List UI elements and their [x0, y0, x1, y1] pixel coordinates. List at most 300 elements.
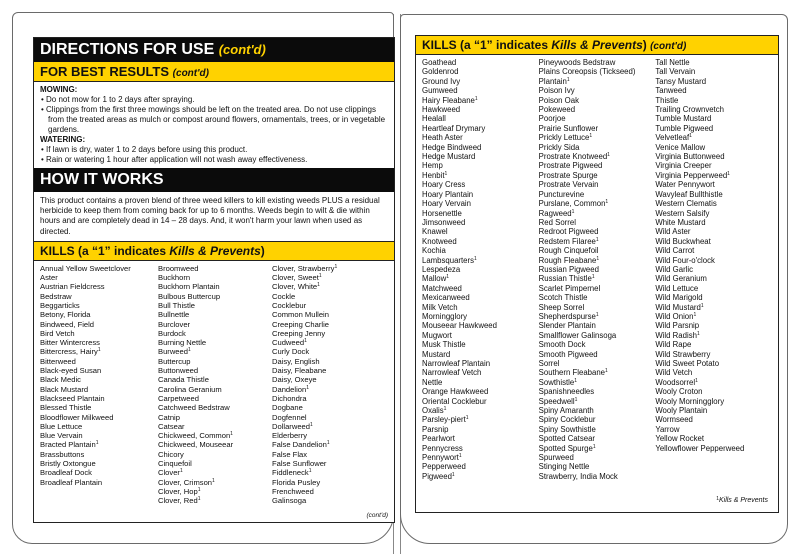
- kills-prevents-marker: 1: [566, 76, 570, 83]
- weed-column: [422, 58, 539, 481]
- weed-name: Dogfennel: [272, 412, 307, 422]
- how-it-works-title: HOW IT WORKS: [40, 171, 164, 188]
- weed-item: [655, 133, 773, 142]
- weed-item: [655, 293, 773, 302]
- weed-name: Burning Nettle: [158, 338, 207, 348]
- weed-item: [422, 350, 539, 359]
- weed-item: [539, 180, 656, 189]
- kills-prevents-marker: 1: [605, 368, 608, 375]
- weed-name: Mexicanweed: [422, 293, 470, 303]
- kills-prevents-marker: 1: [465, 415, 469, 422]
- weed-name: Clover, Red: [158, 496, 198, 506]
- weed-item: [40, 385, 158, 394]
- weed-name: Ground Ivy: [422, 76, 461, 86]
- weed-column: [655, 58, 773, 481]
- weed-item: [40, 329, 158, 338]
- weed-item: [422, 180, 539, 189]
- weed-name: Gumweed: [422, 86, 458, 96]
- weed-item: [40, 394, 158, 403]
- weed-item: [422, 340, 539, 349]
- weed-name: Clover, White: [272, 282, 318, 292]
- weed-item: [655, 77, 773, 86]
- weed-name: Wild Vetch: [655, 368, 693, 378]
- weed-item: [655, 387, 773, 396]
- weed-name: Mallow: [422, 274, 447, 284]
- weed-item: [539, 462, 656, 471]
- weed-name: Strawberry, India Mock: [538, 471, 618, 481]
- weed-name: Buttonweed: [158, 366, 199, 376]
- weed-item: [272, 422, 384, 431]
- weed-name: Yarrow: [655, 424, 680, 434]
- weed-name: Catchweed Bedstraw: [158, 403, 230, 413]
- weed-name: Daisy, Fleabane: [272, 366, 327, 376]
- weed-item: [539, 425, 656, 434]
- weed-item: [158, 385, 272, 394]
- weed-item: [539, 209, 656, 218]
- weed-item: [158, 450, 272, 459]
- weed-name: Prostrate Pigweed: [538, 161, 603, 171]
- weed-name: Bracted Plantain: [40, 440, 96, 450]
- weed-name: Thistle: [655, 95, 679, 105]
- weed-name: Red Sorrel: [538, 217, 576, 227]
- weed-name: Matchweed: [422, 283, 462, 293]
- weed-item: [158, 496, 272, 505]
- weed-item: [40, 468, 158, 477]
- weed-item: [422, 199, 539, 208]
- weed-item: [158, 264, 272, 273]
- weed-item: [272, 403, 384, 412]
- weed-name: Scarlet Pimpernel: [538, 283, 601, 293]
- weed-item: [40, 320, 158, 329]
- weed-name: Pennywort: [422, 453, 459, 463]
- weed-name: Wild Strawberry: [655, 349, 711, 359]
- kills-prevents-marker: 1: [443, 406, 447, 413]
- weed-item: [539, 472, 656, 481]
- weed-item: [272, 478, 384, 487]
- weed-item: [539, 58, 656, 67]
- weed-name: Wild Buckwheat: [655, 236, 711, 246]
- weed-name: False Dandelion: [272, 440, 327, 450]
- weed-item: [539, 284, 656, 293]
- weed-name: Tall Nettle: [655, 58, 690, 67]
- weed-item: [272, 468, 384, 477]
- weed-item: [158, 431, 272, 440]
- weed-name: Broadleaf Dock: [40, 468, 92, 478]
- weed-item: [422, 105, 539, 114]
- kills-prevents-marker: 1: [595, 236, 599, 243]
- kills-prevents-marker: 1: [179, 468, 183, 475]
- weed-name: Prairie Sunflower: [538, 123, 599, 133]
- weed-item: [40, 422, 158, 431]
- weed-name: Hawkweed: [422, 105, 461, 115]
- kills-prevents-marker: 1: [310, 421, 313, 428]
- weed-item: [272, 413, 384, 422]
- mowing-section: [34, 82, 394, 168]
- weed-name: Western Salsify: [655, 208, 710, 218]
- weed-item: [422, 86, 539, 95]
- weed-name: Water Pennywort: [655, 180, 715, 190]
- weed-name: Spiny Cocklebur: [538, 415, 596, 425]
- weed-name: Blue Vervain: [40, 431, 83, 441]
- weed-item: [539, 143, 656, 152]
- weed-name: Tanweed: [655, 86, 687, 96]
- weed-item: [158, 403, 272, 412]
- weed-name: Austrian Fieldcress: [40, 282, 105, 292]
- weed-item: [422, 293, 539, 302]
- weed-item: [422, 58, 539, 67]
- weed-item: [655, 143, 773, 152]
- weed-item: [655, 161, 773, 170]
- directions-heading: [34, 38, 394, 62]
- weed-name: Morningglory: [422, 311, 468, 321]
- weed-name: Parsnip: [422, 424, 449, 434]
- weed-item: [422, 124, 539, 133]
- weed-name: Nettle: [422, 377, 443, 387]
- weed-name: Bullnettle: [158, 310, 190, 320]
- weed-item: [422, 77, 539, 86]
- weed-name: Wild Radish: [655, 330, 697, 340]
- best-results-heading: [34, 62, 394, 82]
- weed-item: [655, 444, 773, 453]
- mowing-bullet-text: Clippings from the first three mowings should be left on the treated area. Do not use clippings from the treated areas as mulch or compost around flowers, ornamentals, trees, or in vegetable gardens.: [46, 105, 386, 134]
- weed-name: Stinging Nettle: [538, 462, 590, 472]
- weed-column: [40, 264, 158, 506]
- weed-name: Bitter Wintercress: [40, 338, 100, 348]
- weed-name: Poison Oak: [538, 95, 579, 105]
- weed-name: Virginia Pepperweed: [655, 170, 728, 180]
- weed-item: [655, 284, 773, 293]
- weed-item: [422, 312, 539, 321]
- right-weed-columns: [416, 55, 778, 481]
- weed-name: Narrowleaf Plantain: [422, 359, 491, 368]
- weed-name: Carpetweed: [158, 393, 199, 403]
- weed-item: [655, 312, 773, 321]
- weed-name: White Mustard: [655, 217, 706, 227]
- weed-item: [655, 331, 773, 340]
- weed-name: Oxalis: [422, 406, 444, 416]
- weed-name: Chickweed, Mouseear: [158, 440, 234, 450]
- weed-name: Knawel: [422, 227, 448, 237]
- weed-name: Beggarticks: [40, 301, 80, 310]
- weed-name: Black Medic: [40, 375, 81, 385]
- weed-name: Bull Thistle: [158, 301, 196, 310]
- best-results-title: FOR BEST RESULTS: [40, 64, 170, 79]
- weed-name: Spiny Amaranth: [538, 406, 594, 416]
- weed-item: [40, 403, 158, 412]
- weed-item: [655, 209, 773, 218]
- weed-name: Redstem Filaree: [538, 236, 596, 246]
- weed-item: [539, 274, 656, 283]
- weed-item: [422, 359, 539, 368]
- weed-name: Smooth Dock: [538, 340, 586, 350]
- weed-name: Curly Dock: [272, 347, 310, 357]
- weed-name: Hoary Cress: [422, 180, 466, 190]
- right-kills-suffix: ): [642, 38, 647, 52]
- weed-item: [422, 378, 539, 387]
- weed-name: Heartleaf Drymary: [422, 123, 486, 133]
- weed-item: [272, 338, 384, 347]
- weed-column: [539, 58, 656, 481]
- weed-name: Buckhorn Plantain: [158, 282, 220, 292]
- weed-item: [158, 292, 272, 301]
- weed-name: False Sunflower: [272, 459, 327, 469]
- weed-item: [40, 440, 158, 449]
- how-it-works-text: This product contains a proven blend of three weed killers to kill existing weeds PLUS a residual herbicide to keep them from coming back for up to 6 months. Weeds begin to wilt & die within hours and are completely dead in 14 – 28 days. And, it won't harm your lawn when used as directed.: [40, 196, 380, 236]
- weed-item: [539, 190, 656, 199]
- weed-item: [158, 329, 272, 338]
- weed-item: [272, 347, 384, 356]
- kills-suffix: ): [260, 243, 265, 258]
- weed-name: Wild Geranium: [655, 274, 707, 284]
- weed-item: [158, 413, 272, 422]
- weed-name: Pepperweed: [422, 462, 466, 472]
- weed-item: [272, 385, 384, 394]
- weed-item: [539, 133, 656, 142]
- weed-name: Frenchweed: [272, 486, 314, 496]
- weed-name: Western Clematis: [655, 199, 717, 209]
- weed-item: [539, 444, 656, 453]
- weed-name: Musk Thistle: [422, 340, 466, 350]
- kills-prevents-marker: 1: [727, 170, 730, 177]
- weed-item: [272, 394, 384, 403]
- weed-name: Bird Vetch: [40, 328, 75, 338]
- how-it-works-heading: [34, 168, 394, 192]
- weed-item: [539, 218, 656, 227]
- weed-name: Pennycress: [422, 443, 463, 453]
- weed-name: Narrowleaf Vetch: [422, 368, 482, 378]
- kills-prevents-marker: 1: [591, 274, 595, 281]
- weed-name: Blessed Thistle: [40, 403, 92, 413]
- kills-prevents-marker: 1: [695, 377, 698, 384]
- kills-prevents-marker: 1: [304, 338, 307, 345]
- weed-name: Bristly Oxtongue: [40, 459, 96, 469]
- weed-name: Wavyleaf Bullthistle: [655, 189, 723, 199]
- weed-item: [422, 472, 539, 481]
- weed-item: [158, 478, 272, 487]
- kills-prevents-marker: 1: [444, 170, 448, 177]
- weed-item: [40, 292, 158, 301]
- weed-item: [655, 434, 773, 443]
- weed-name: Dichondra: [272, 393, 307, 403]
- weed-name: Creeping Jenny: [272, 328, 326, 338]
- weed-item: [422, 67, 539, 76]
- weed-name: Mustard: [422, 349, 451, 359]
- weed-name: Dogbane: [272, 403, 303, 413]
- right-kills-cont: (cont'd): [650, 41, 687, 52]
- weed-name: Chickweed, Common: [158, 431, 231, 441]
- weed-name: Spiny Sowthistle: [538, 424, 596, 434]
- weed-item: [272, 487, 384, 496]
- weed-item: [422, 161, 539, 170]
- weed-item: [655, 256, 773, 265]
- weed-item: [539, 397, 656, 406]
- weed-item: [655, 321, 773, 330]
- weed-name: Pigweed: [422, 471, 452, 481]
- weed-item: [158, 468, 272, 477]
- weed-name: Chicory: [158, 449, 184, 459]
- weed-name: Hedge Bindweed: [422, 142, 482, 152]
- weed-name: Dollarweed: [272, 421, 310, 431]
- weed-item: [539, 303, 656, 312]
- weed-item: [422, 397, 539, 406]
- kills-prevents-marker: 1: [605, 199, 609, 206]
- weed-item: [539, 340, 656, 349]
- kills-prevents-marker: 1: [589, 133, 593, 140]
- weed-item: [40, 459, 158, 468]
- weed-name: Knotweed: [422, 236, 457, 246]
- weed-item: [40, 413, 158, 422]
- weed-name: Wooly Morningglory: [655, 396, 725, 406]
- kills-prevents-marker: 1: [95, 440, 99, 447]
- weed-name: Trailing Crownvetch: [655, 105, 724, 115]
- kills-prevents-marker: 1: [197, 496, 201, 503]
- weed-name: Smooth Pigweed: [538, 349, 598, 359]
- weed-name: Hemp: [422, 161, 443, 171]
- kills-prevents-marker: 1: [596, 255, 600, 262]
- weed-name: Burclover: [158, 319, 191, 329]
- weed-item: [655, 340, 773, 349]
- weed-item: [655, 180, 773, 189]
- weed-name: Broomweed: [158, 263, 199, 273]
- weed-name: Spanishneedles: [538, 387, 595, 397]
- weed-name: Dandelion: [272, 384, 307, 394]
- weed-item: [539, 152, 656, 161]
- left-cont-footer: (cont'd): [366, 512, 388, 519]
- weed-name: Sorrel: [538, 359, 560, 368]
- weed-item: [655, 359, 773, 368]
- weed-name: Bitterweed: [40, 356, 76, 366]
- weed-name: Black Mustard: [40, 384, 89, 394]
- weed-item: [272, 496, 384, 505]
- kills-prevents-marker: 1: [451, 471, 455, 478]
- weed-item: [272, 450, 384, 459]
- weed-item: [539, 246, 656, 255]
- weed-item: [422, 303, 539, 312]
- weed-name: Daisy, English: [272, 356, 320, 366]
- weed-item: [40, 282, 158, 291]
- weed-item: [422, 274, 539, 283]
- weed-item: [272, 459, 384, 468]
- weed-name: False Flax: [272, 449, 308, 459]
- weed-name: Black-eyed Susan: [40, 366, 102, 376]
- weed-item: [158, 422, 272, 431]
- kills-prevents-marker: 1: [696, 330, 700, 337]
- weed-name: Wild Rape: [655, 340, 692, 350]
- weed-item: [539, 86, 656, 95]
- mowing-bullet: • Clippings from the first three mowings should be left on the treated area. Do not use clippings from the treated areas as mulch or compost around flowers, ornamentals, trees, or in vegetable gardens.: [41, 105, 386, 134]
- weed-item: [539, 96, 656, 105]
- weed-name: Betony, Florida: [40, 310, 91, 320]
- best-results-cont: (cont'd): [172, 68, 209, 79]
- weed-item: [272, 375, 384, 384]
- weed-item: [539, 368, 656, 377]
- weed-name: Virginia Creeper: [655, 161, 712, 171]
- weed-item: [539, 124, 656, 133]
- weed-item: [539, 256, 656, 265]
- weed-item: [539, 415, 656, 424]
- weed-name: Tumble Pigweed: [655, 123, 714, 133]
- weed-item: [158, 301, 272, 310]
- weed-name: Woodsorrel: [655, 377, 696, 387]
- weed-name: Hedge Mustard: [422, 152, 476, 162]
- weed-name: Parsley-piert: [422, 415, 466, 425]
- kills-prevents-marker: 1: [334, 263, 338, 270]
- weed-item: [655, 246, 773, 255]
- weed-item: [655, 227, 773, 236]
- kills-prevents-marker: 1: [446, 274, 450, 281]
- kills-prevents-marker: 1: [197, 486, 201, 493]
- weed-name: Clover, Strawberry: [272, 263, 335, 273]
- weed-item: [422, 453, 539, 462]
- weed-name: Aster: [40, 273, 58, 283]
- weed-name: Milk Vetch: [422, 302, 458, 312]
- weed-column: [158, 264, 272, 506]
- weed-name: Lambsquarters: [422, 255, 475, 265]
- kills-prevents-marker: 1: [474, 95, 478, 102]
- weed-item: [539, 77, 656, 86]
- weed-item: [40, 347, 158, 356]
- weed-name: Florida Pusley: [272, 477, 321, 487]
- weed-item: [422, 331, 539, 340]
- weed-name: Hoary Plantain: [422, 189, 474, 199]
- kills-prevents-marker: 1: [308, 468, 312, 475]
- weed-name: Wooly Croton: [655, 387, 703, 397]
- weed-item: [272, 282, 384, 291]
- kills-prevents-marker: 1: [326, 440, 330, 447]
- weed-name: Southern Fleabane: [538, 368, 605, 378]
- kills-prevents-marker: 1: [187, 347, 191, 354]
- weed-name: Cocklebur: [272, 301, 307, 310]
- weed-name: Spurweed: [538, 453, 574, 463]
- weed-item: [40, 478, 158, 487]
- weed-item: [422, 143, 539, 152]
- weed-name: Wild Aster: [655, 227, 691, 237]
- weed-name: Wild Four-o'clock: [655, 255, 715, 265]
- weed-item: [539, 434, 656, 443]
- weed-item: [422, 190, 539, 199]
- weed-name: Wormseed: [655, 415, 693, 425]
- weed-name: Goldenrod: [422, 67, 459, 77]
- weed-name: Bindweed, Field: [40, 319, 95, 329]
- weed-item: [655, 199, 773, 208]
- weed-name: Velvetleaf: [655, 133, 690, 143]
- weed-item: [422, 415, 539, 424]
- kills-prevents-marker: 1: [595, 311, 599, 318]
- weed-item: [539, 321, 656, 330]
- weed-item: [272, 357, 384, 366]
- weed-name: Venice Mallow: [655, 142, 706, 152]
- weed-name: Bittercress, Hairy: [40, 347, 98, 357]
- weed-item: [40, 301, 158, 310]
- weed-item: [158, 320, 272, 329]
- kills-prevents-marker: 1: [318, 273, 322, 280]
- weed-item: [40, 310, 158, 319]
- weed-item: [655, 406, 773, 415]
- right-kills-em: Kills & Prevents: [551, 38, 643, 52]
- weed-item: [272, 320, 384, 329]
- weed-name: Cudweed: [272, 338, 305, 348]
- right-label-panel: [415, 35, 779, 513]
- weed-name: Ragweed: [538, 208, 572, 218]
- weed-item: [272, 301, 384, 310]
- weed-item: [40, 264, 158, 273]
- weed-name: Henbit: [422, 170, 445, 180]
- watering-bullet-text: Rain or watering 1 hour after application will not wash away effectiveness.: [46, 155, 308, 164]
- weed-item: [539, 199, 656, 208]
- weed-name: Tall Vervain: [655, 67, 696, 77]
- weed-item: [40, 273, 158, 282]
- weed-item: [539, 406, 656, 415]
